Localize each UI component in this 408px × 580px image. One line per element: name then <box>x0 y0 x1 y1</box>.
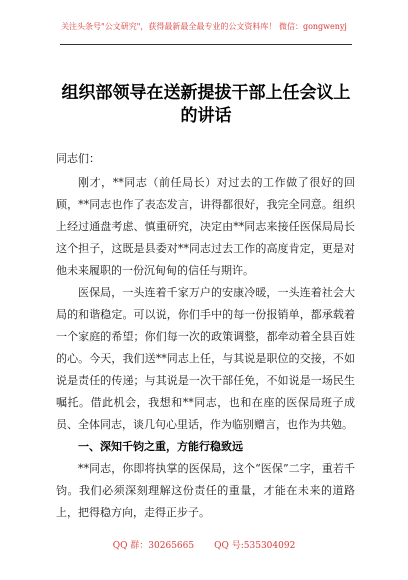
document-body <box>56 148 355 524</box>
footer-qq-number: QQ 号:535304092 <box>214 541 296 551</box>
header-divider <box>60 44 352 45</box>
footer-qq-group: QQ 群：30265665 <box>112 541 195 551</box>
salutation: 同志们： <box>56 152 100 165</box>
footer-contact <box>0 540 408 552</box>
paragraph-2: 医保局，一头连着千家万户的安康冷暖，一头连着社会大局的和谐稳定。可以说，你们手中的每一份报销单，都承载着一个家庭的希望；你们每一次的政策调整，都牵动着全县百姓的心。今天，我们送**同志上任，与其说是职位的交接，不如说是责任的传递；与其说是一次干部任免，不如说是一场民生嘱托。借此机会，我想和**同志，也和在座的医保局班子成员、全体同志，谈几句心里话，作为临别赠言，也作为共勉。 <box>56 286 355 431</box>
section-heading: 一、深知千钧之重，方能行稳致远 <box>78 440 243 453</box>
section-paragraph: **同志，你即将执掌的医保局，这个“医保”二字，重若千钧。我们必须深刻理解这份责任的重量，才能在未来的道路上，把得稳方向，走得正步子。 <box>56 462 355 519</box>
document-title: 组织部领导在送新提拔干部上任会议上的讲话 <box>61 83 351 126</box>
paragraph-1: 刚才，**同志（前任局长）对过去的工作做了很好的回顾，**同志也作了表态发言，讲得都很好，我完全同意。组织上经过通盘考虑、慎重研究，决定由**同志来接任医保局局长这个担子，这既是县委对**同志过去工作的高度肯定，更是对他未来履职的一份沉甸甸的信任与期许。 <box>56 176 355 277</box>
header-banner: 关注头条号"公文研究"，获得最新最全最专业的公文资料库！ 微信：gongwenyj <box>61 22 347 31</box>
